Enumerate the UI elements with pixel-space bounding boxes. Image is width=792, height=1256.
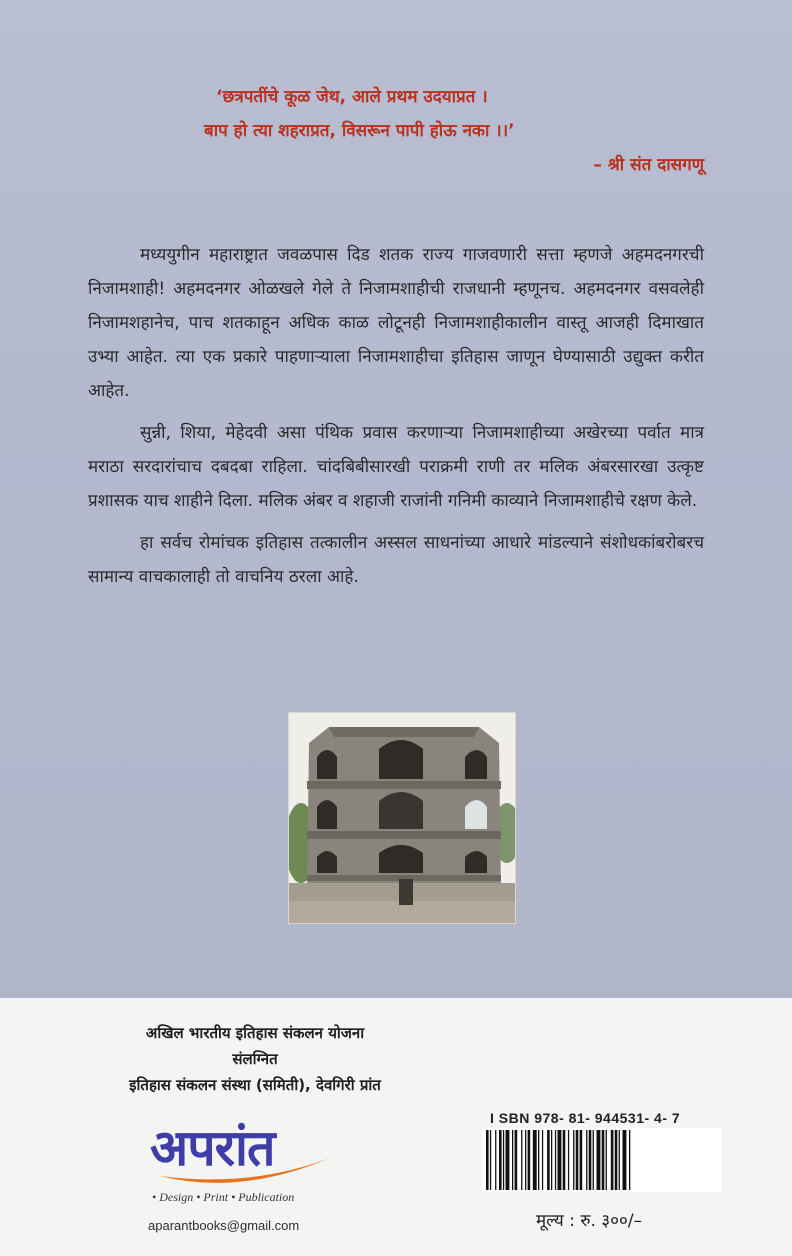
blurb-paragraph: सुन्नी, शिया, मेहेदवी असा पंथिक प्रवास करणाऱ्या निजामशाहीच्या अखेरच्या पर्वात मात्र मराठा सरदारांचाच दबदबा राहिला. चांदबिबीसारखी पराक्रमी राणी तर मलिक अंबरसारखा उत्कृष्ट प्रशासक याच शाहीने दिला. मलिक अंबर व शहाजी राजांनी गनिमी काव्याने निजामशाहीचे रक्षण केले.: [88, 423, 704, 511]
blurb-paragraph: हा सर्वच रोमांचक इतिहास तत्कालीन अस्सल साधनांच्या आधारे मांडल्याने संशोधकांबरोबरच सामान्य वाचकालाही तो वाचनिय ठरला आहे.: [88, 533, 704, 587]
epigraph-line-2: बाप हो त्या शहराप्रत, विसरून पापी होऊ नका ।।’: [204, 121, 515, 141]
org-line-3: इतिहास संकलन संस्था (समिती), देवगिरी प्रांत: [129, 1076, 381, 1094]
blurb: [88, 238, 704, 602]
epigraph-attribution: – श्री संत दासगणू: [593, 155, 704, 175]
epigraph-line-1: ‘छत्रपतींचे कूळ जेथ, आले प्रथम उदयाप्रत ।: [216, 87, 488, 107]
blurb-paragraph: मध्ययुगीन महाराष्ट्रात जवळपास दिड शतक राज्य गाजवणारी सत्ता म्हणजे अहमदनगरची निजामशाही! अहमदनगर ओळखले गेले ते निजामशाहीची राजधानी म्हणूनच. अहमदनगर वसवलेही निजामशहानेच, पाच शतकाहून अधिक काळ लोटूनही निजामशाहीकालीन वास्तू आजही दिमाखात उभ्या आहेत. त्या एक प्रकारे पाहणाऱ्याला निजामशाहीचा इतिहास जाणून घेण्यासाठी उद्युक्त करीत आहेत.: [88, 245, 704, 401]
organisation-block: [60, 1020, 450, 1098]
logo-wordmark: अपरांत: [150, 1119, 275, 1177]
chand-bibi-mahal-photo: [288, 712, 516, 924]
publisher-email: aparantbooks@gmail.com: [148, 1218, 300, 1233]
org-line-2: संलग्नित: [232, 1050, 278, 1068]
logo-tagline: • Design • Print • Publication: [152, 1190, 295, 1204]
org-line-1: अखिल भारतीय इतिहास संकलन योजना: [145, 1024, 365, 1042]
isbn-label: I SBN 978- 81- 944531- 4- 7: [490, 1110, 681, 1126]
epigraph: [200, 80, 720, 182]
monument-illustration: [289, 713, 516, 924]
aparant-logo: [140, 1108, 350, 1208]
isbn-barcode: [482, 1128, 722, 1192]
price-label: मूल्य : रु. ३००/–: [536, 1211, 643, 1231]
